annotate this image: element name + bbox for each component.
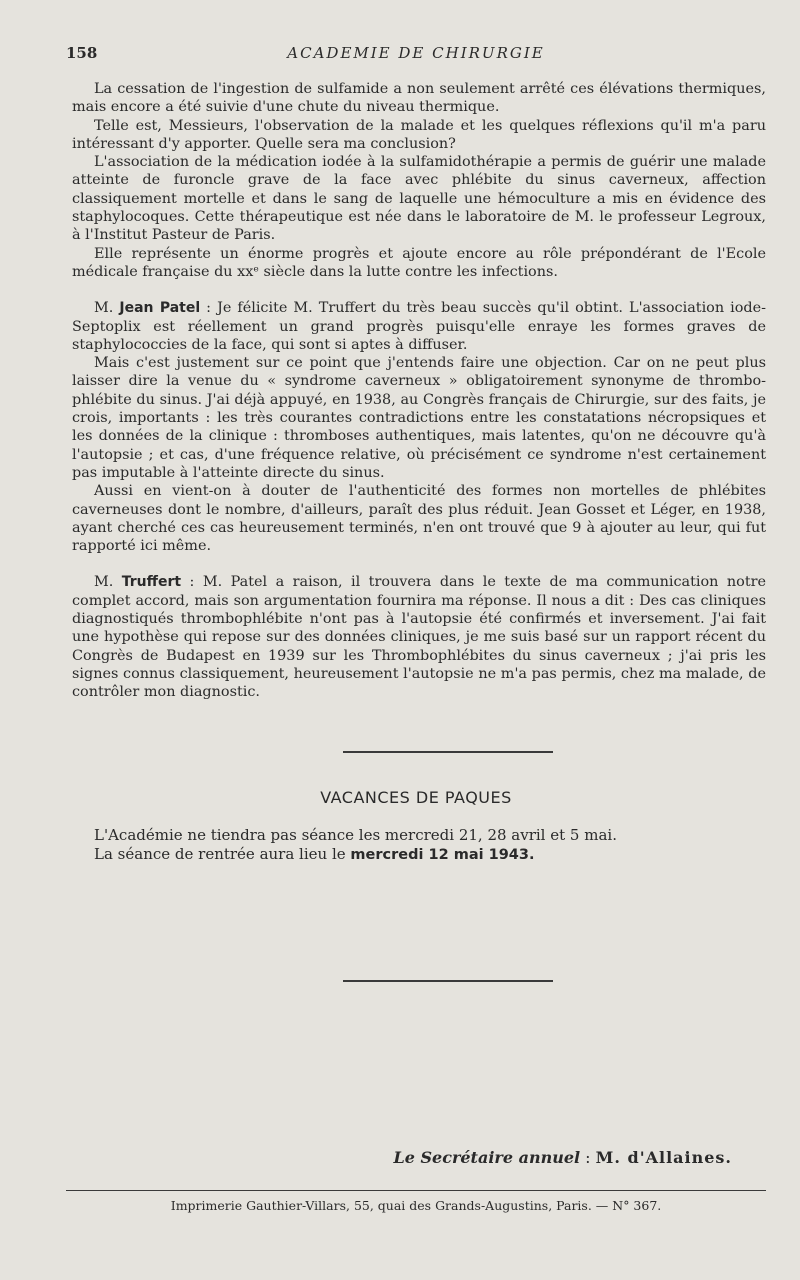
speaker-prefix: M. — [94, 300, 120, 317]
notice-date: mercredi 12 mai 1943. — [350, 847, 535, 863]
paragraph: La cessation de l'ingestion de sulfamide a non seulement arrêté ces élévations thermiques, mais encore a été suivie d'une chute du niveau thermique. — [72, 81, 766, 116]
notice-line: L'Académie ne tiendra pas séance les mercredi 21, 28 avril et 5 mai. — [94, 826, 617, 844]
notice-line — [94, 845, 754, 865]
footer-rule — [66, 1190, 766, 1191]
paragraph-text: : Je félicite M. Truffert du très beau succès qu'il obtint. L'association iode-Septoplix est réellement un grand progrès puisqu'elle enraye les formes graves de staphylococcies de la face, qui sont si aptes à diffuser. — [72, 300, 766, 353]
paragraph-truffert — [72, 573, 766, 701]
page-header — [66, 44, 766, 66]
signature-title: Le Secrétaire annuel — [393, 1148, 581, 1167]
body-text — [72, 80, 766, 702]
divider-rule — [343, 751, 553, 753]
speaker-name: Truffert — [121, 574, 182, 591]
paragraph-patel — [72, 299, 766, 354]
imprint: Imprimerie Gauthier-Villars, 55, quai des Grands-Augustins, Paris. — N° 367. — [170, 1198, 662, 1213]
paragraph: L'association de la médication iodée à la sulfamidothérapie a permis de guérir une malade atteinte de furoncle grave de la face avec phlébite du sinus caverneux, affection classiquement mortelle et dans le sang de laquelle une hémoculture a mis en évidence des staphylocoques. Cette thérapeutique est née dans le laboratoire de M. le professeur Legroux, à l'Institut Pasteur de Paris. — [72, 154, 766, 244]
signature-name: M. d'Allaines. — [595, 1148, 732, 1167]
running-head: ACADEMIE DE CHIRURGIE — [287, 44, 545, 62]
paragraph: Elle représente un énorme progrès et ajoute encore au rôle prépondérant de l'Ecole médicale française du xxᵉ siècle dans la lutte contre les infections. — [72, 245, 766, 280]
notice-text: La séance de rentrée aura lieu le — [94, 845, 351, 863]
section-title: VACANCES DE PAQUES — [320, 788, 512, 807]
page-number: 158 — [66, 44, 98, 62]
signature — [393, 1148, 732, 1167]
notice — [94, 826, 754, 865]
paragraph: Telle est, Messieurs, l'observation de la malade et les quelques réflexions qu'il m'a paru intéressant d'y apporter. Quelle sera ma conclusion? — [72, 117, 766, 152]
paragraph: Mais c'est justement sur ce point que j'entends faire une objection. Car on ne peut plus laisser dire la venue du « syndrome caverneux » obligatoirement synonyme de thrombo-phlébite du sinus. J'ai déjà appuyé, en 1938, au Congrès français de Chirurgie, sur des faits, je crois, importants : les très courantes contradictions entre les constatations nécropsiques et les données de la clinique : thromboses authentiques, mais latentes, qu'on ne découvre qu'à l'autopsie ; et cas, d'une fréquence relative, où précisément ce syndrome n'est certainement pas imputable à l'atteinte directe du sinus. — [72, 355, 766, 481]
signature-separator: : — [580, 1148, 596, 1167]
paragraph: Aussi en vient-on à douter de l'authenticité des formes non mortelles de phlébites caverneuses dont le nombre, d'ailleurs, paraît des plus réduit. Jean Gosset et Léger, en 1938, ayant cherché ces cas heureusement terminés, n'en ont trouvé que 9 à ajouter au leur, qui fut rapporté ici même. — [72, 483, 766, 555]
paragraph-text: : M. Patel a raison, il trouvera dans le texte de ma communication notre complet accord, mais son argumentation fournira ma réponse. Il nous a dit : Des cas cliniques diagnostiqués thrombophlébite n'ont pas à l'autopsie été confirmés et inversement. J'ai fait une hypothèse qui repose sur des données cliniques, je me suis basé sur un rapport récent du Congrès de Budapest en 1939 sur les Thrombophlébites du sinus caverneux ; j'ai pris les signes connus classiquement, heureusement l'autopsie ne m'a pas permis, chez ma malade, de contrôler mon diagnostic. — [72, 574, 766, 701]
speaker-prefix: M. — [94, 574, 122, 591]
speaker-name: Jean Patel — [119, 300, 201, 317]
divider-rule — [343, 980, 553, 982]
